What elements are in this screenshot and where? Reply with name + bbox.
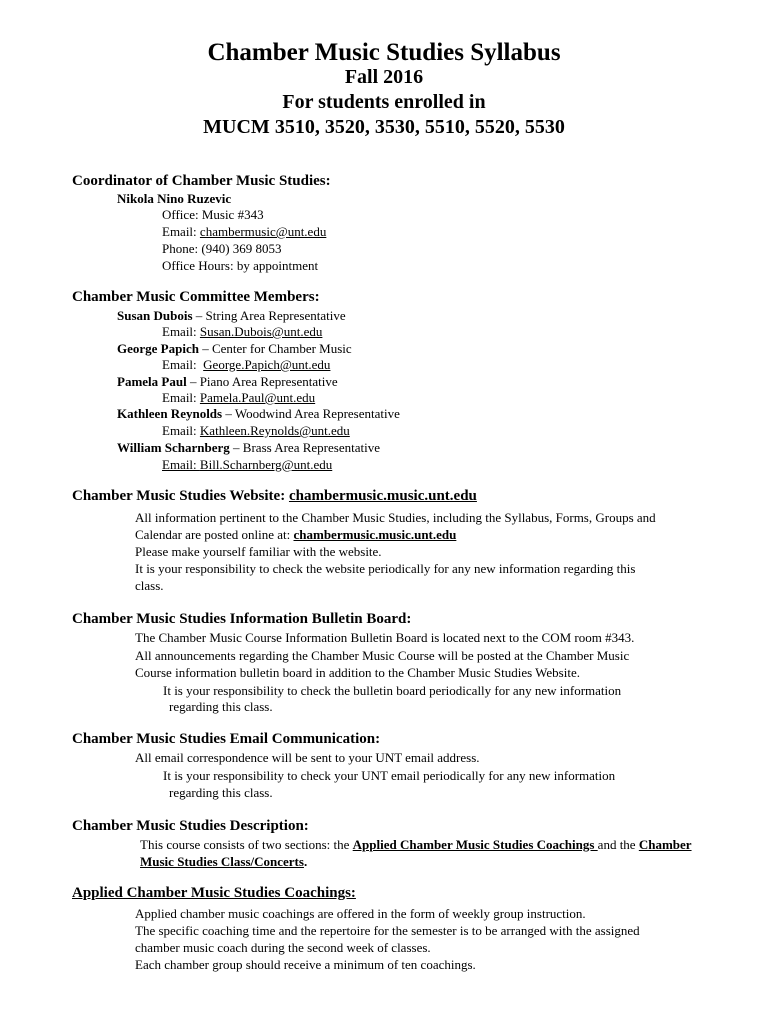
- coachings-link[interactable]: Applied Chamber Music Studies Coachings: [352, 837, 598, 852]
- bulletin-text: The Chamber Music Course Information Bulletin Board is located next to the COM room #343.: [135, 630, 635, 645]
- member-email-link[interactable]: Bill.Scharnberg@unt.edu: [199, 457, 333, 472]
- website-heading-line: [72, 489, 477, 504]
- website-heading: Chamber Music Studies Website:: [72, 488, 289, 504]
- class-concerts-link-part2[interactable]: Music Studies Class/Concerts: [140, 854, 304, 869]
- description-text-line: [140, 838, 692, 851]
- member-role: – String Area Representative: [192, 308, 346, 323]
- email-label: Email:: [162, 390, 200, 405]
- email-comm-text: All email correspondence will be sent to your UNT email address.: [135, 750, 480, 765]
- email-comm-text: It is your responsibility to check your UNT email periodically for any new information: [163, 768, 616, 783]
- member-email-link[interactable]: Susan.Dubois@unt.edu: [199, 324, 323, 339]
- email-label: Email:: [162, 324, 200, 339]
- bulletin-text: All announcements regarding the Chamber Music Course will be posted at the Chamber Music: [135, 648, 630, 663]
- website-text: All information pertinent to the Chamber Music Studies, including the Syllabus, Forms, Groups and: [135, 510, 656, 525]
- bulletin-heading: Chamber Music Studies Information Bulletin Board:: [72, 611, 412, 627]
- website-text: It is your responsibility to check the website periodically for any new information regarding this: [135, 561, 636, 576]
- email-label: Email:: [162, 423, 200, 438]
- coordinator-email-line: [162, 225, 326, 238]
- member-name: Kathleen Reynolds: [117, 406, 223, 421]
- member-name: George Papich: [117, 341, 199, 356]
- coachings-text: Each chamber group should receive a minimum of ten coachings.: [135, 957, 476, 972]
- website-inline-url-link[interactable]: chambermusic.music.unt.edu: [293, 527, 457, 542]
- member-name: Pamela Paul: [117, 374, 187, 389]
- enrolled-label: For students enrolled in: [282, 91, 486, 113]
- email-label: Email:: [162, 224, 200, 239]
- email-label: Email:: [162, 457, 200, 472]
- member-line: [117, 309, 346, 322]
- member-email-line: [162, 458, 332, 471]
- website-text-line: [135, 528, 456, 541]
- coachings-text: Applied chamber music coachings are offered in the form of weekly group instruction.: [135, 906, 586, 921]
- term-label: Fall 2016: [344, 66, 424, 88]
- bulletin-text: Course information bulletin board in addition to the Chamber Music Studies Website.: [135, 665, 580, 680]
- website-text: Calendar are posted online at:: [135, 527, 294, 542]
- class-concerts-link-part1[interactable]: Chamber: [638, 837, 692, 852]
- member-email-line: [162, 424, 350, 437]
- email-comm-heading: Chamber Music Studies Email Communication:: [72, 731, 381, 747]
- email-label: Email:: [162, 357, 204, 372]
- website-text: Please make yourself familiar with the website.: [135, 544, 382, 559]
- member-name: William Scharnberg: [117, 440, 230, 455]
- member-line: [117, 407, 400, 420]
- member-email-link[interactable]: Kathleen.Reynolds@unt.edu: [199, 423, 350, 438]
- bulletin-text: regarding this class.: [169, 699, 273, 714]
- member-role: – Brass Area Representative: [229, 440, 380, 455]
- description-text-line: [140, 855, 307, 868]
- coordinator-heading: Coordinator of Chamber Music Studies:: [72, 173, 331, 189]
- member-email-line: [162, 325, 322, 338]
- member-line: [117, 441, 380, 454]
- coordinator-office: Office: Music #343: [162, 207, 264, 222]
- committee-heading: Chamber Music Committee Members:: [72, 289, 320, 305]
- coordinator-hours: Office Hours: by appointment: [162, 258, 319, 273]
- coachings-text: chamber music coach during the second week of classes.: [135, 940, 431, 955]
- page-title: Chamber Music Studies Syllabus: [207, 39, 561, 66]
- coordinator-email-link[interactable]: chambermusic@unt.edu: [199, 224, 327, 239]
- website-url-link[interactable]: chambermusic.music.unt.edu: [288, 488, 477, 504]
- description-text: and the: [597, 837, 639, 852]
- description-period: .: [303, 854, 308, 869]
- member-role: – Woodwind Area Representative: [222, 406, 400, 421]
- coachings-heading: Applied Chamber Music Studies Coachings:: [72, 885, 356, 901]
- member-email-link[interactable]: Pamela.Paul@unt.edu: [199, 390, 316, 405]
- coordinator-phone: Phone: (940) 369 8053: [162, 241, 282, 256]
- member-line: [117, 375, 338, 388]
- member-name: Susan Dubois: [117, 308, 193, 323]
- description-heading: Chamber Music Studies Description:: [72, 818, 309, 834]
- course-numbers: MUCM 3510, 3520, 3530, 5510, 5520, 5530: [203, 116, 565, 138]
- member-email-line: [162, 358, 330, 371]
- member-role: – Center for Chamber Music: [198, 341, 352, 356]
- member-line: [117, 342, 352, 355]
- description-text: This course consists of two sections: the: [140, 837, 353, 852]
- coachings-text: The specific coaching time and the repertoire for the semester is to be arranged with the assigned: [135, 923, 640, 938]
- website-text: class.: [135, 578, 164, 593]
- member-email-link[interactable]: George.Papich@unt.edu: [203, 357, 331, 372]
- email-comm-text: regarding this class.: [169, 785, 273, 800]
- member-email-line: [162, 391, 315, 404]
- member-role: – Piano Area Representative: [186, 374, 338, 389]
- coordinator-name: Nikola Nino Ruzevic: [117, 191, 232, 206]
- bulletin-text: It is your responsibility to check the bulletin board periodically for any new information: [163, 683, 622, 698]
